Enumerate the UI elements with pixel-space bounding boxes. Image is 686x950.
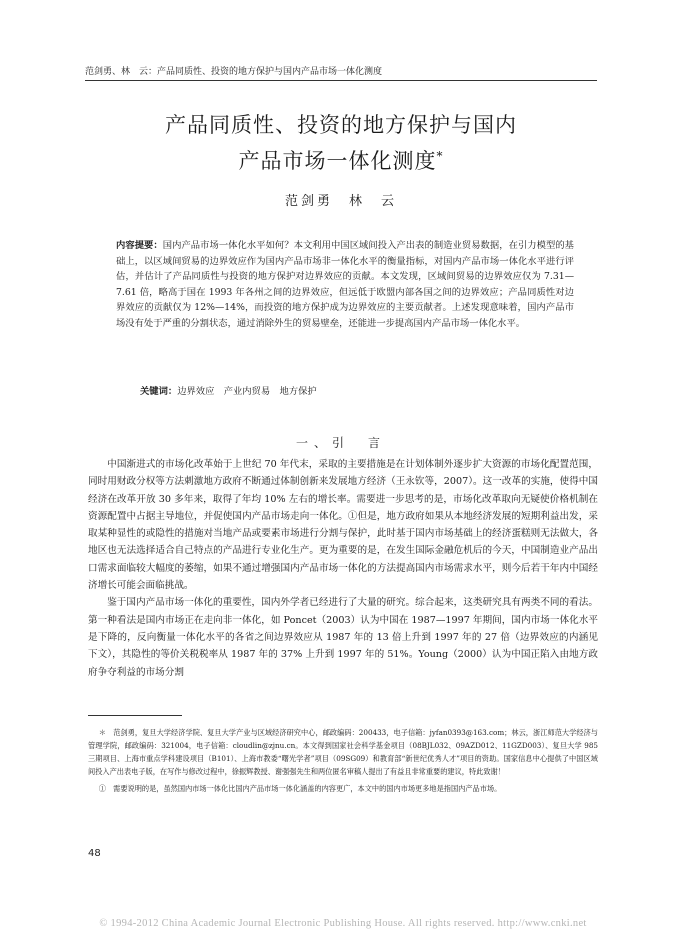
abstract-text: 国内产品市场一体化水平如何？本文利用中国区域间投入产出表的制造业贸易数据，在引力模型的基础上，以区域间贸易的边界效应作为国内产品市场非一体化水平的衡量指标，对国内产品市场一体化水平进行评估，并估计了产品同质性与投资的地方保护对边界效应的贡献。本文发现，区域间贸易的边界效应仅为 7.31—7.61 倍，略高于国在 1993 年各州之间的边界效应，但远低于欧盟内部各国之间的边界效应；产品同质性对边界效应的贡献仅为 12%—14%，而投资的地方保护成为边界效应的主要贡献者。上述发现意味着，国内产品市场没有处于严重的分割状态，通过消除外生的贸易壁垒，还能进一步提高国内产品市场一体化水平。 <box>116 240 574 329</box>
running-header: 范剑勇、林 云：产品同质性、投资的地方保护与国内产品市场一体化测度 <box>85 67 383 77</box>
authors: 范剑勇 林 云 <box>284 194 397 209</box>
title-line-2-text: 产品市场一体化测度 <box>238 149 437 173</box>
paper-title <box>85 110 597 177</box>
abstract-label: 内容提要： <box>116 240 163 251</box>
paragraph: 鉴于国内产品市场一体化的重要性，国内外学者已经进行了大量的研究。综合起来，这类研究具有两类不同的看法。第一种看法是国内市场正在走向非一体化，如 Poncet（2003）认为中国在 1987—1997 年期间，国内市场一体化水平是下降的，反向衡量一体化水平的各省之间边界效应从 1987 年的 13 倍上升到 1997 年的 27 倍（边界效应的内涵见下文），其隐性的等价关税税率从 1987 年的 37% 上升到 1997 年的 51%。Young（2000）认为中国正陷入由地方政府争夺利益的市场分割 <box>88 597 598 678</box>
abstract <box>116 238 574 332</box>
copyright-watermark: © 1994-2012 China Academic Journal Electronic Publishing House. All rights reserved. http://www.cnki.net <box>99 918 587 929</box>
header-rule <box>85 80 597 81</box>
keywords <box>140 383 580 397</box>
title-line-2 <box>85 141 597 177</box>
title-line-1: 产品同质性、投资的地方保护与国内 <box>165 113 517 137</box>
keywords-text: 边界效应 产业内贸易 地方保护 <box>177 386 317 397</box>
section-heading: 一、引 言 <box>295 436 386 450</box>
footnote: ① 需要说明的是，虽然国内市场一体化比国内产品市场一体化涵盖的内容更广，本文中的国内市场更多地是指国内产品市场。 <box>98 784 502 793</box>
footnote-rule <box>88 715 182 716</box>
paragraph: 中国渐进式的市场化改革始于上世纪 70 年代末，采取的主要措施是在计划体制外逐步扩大资源的市场化配置范围，同时用财政分权等方法刺激地方政府不断通过体制创新来发展地方经济（王永钦等，2007）。这一改革的实施，使得中国经济在改革开放 30 多年来，取得了年均 10% 左右的增长率。需要进一步思考的是，市场化改革取向无疑使价格机制在资源配置中占据主导地位，并促使国内产品市场走向一体化。①但是，地方政府如果从本地经济发展的短期利益出发，采取某种显性的或隐性的措施对当地产品或要素市场进行分割与保护，此时基于国内市场基础上的经济蛋糕则无法做大，各地区也无法选择适合自己特点的产品进行专业化生产。更为重要的是，在发生国际金融危机后的今天，中国制造业产品出口需求面临较大幅度的萎缩，如果不通过增强国内产品市场一体化的方法提高国内市场需求水平，则今后若干年内中国经济增长可能会面临挑战。 <box>88 459 598 592</box>
keywords-label: 关键词： <box>140 386 178 397</box>
page-number: 48 <box>88 848 101 859</box>
body-text <box>88 456 598 681</box>
title-footnote-marker: * <box>436 149 444 163</box>
footnote: ＊ 范剑勇，复旦大学经济学院、复旦大学产业与区域经济研究中心，邮政编码：200433，电子信箱：jyfan0393@163.com；林云，浙江师范大学经济与管理学院，邮政编码：321004，电子信箱：cloudlin@zjnu.cn。本文得到国家社会科学基金项目（08BJL032、09AZD012、11GZD003）、复旦大学 985 三期项目、上海市重点学科建设项目（B101）、上海市教委“曙光学者”项目（09SG09）和教育部“新世纪优秀人才”项目的资助。国家信息中心提供了中国区域间投入产出表电子版，在写作与修改过程中，徐振辉教授、谢强强先生和两位匿名审稿人提出了有益且非常重要的建议，特此致谢！ <box>88 728 598 776</box>
footnotes <box>88 726 598 799</box>
